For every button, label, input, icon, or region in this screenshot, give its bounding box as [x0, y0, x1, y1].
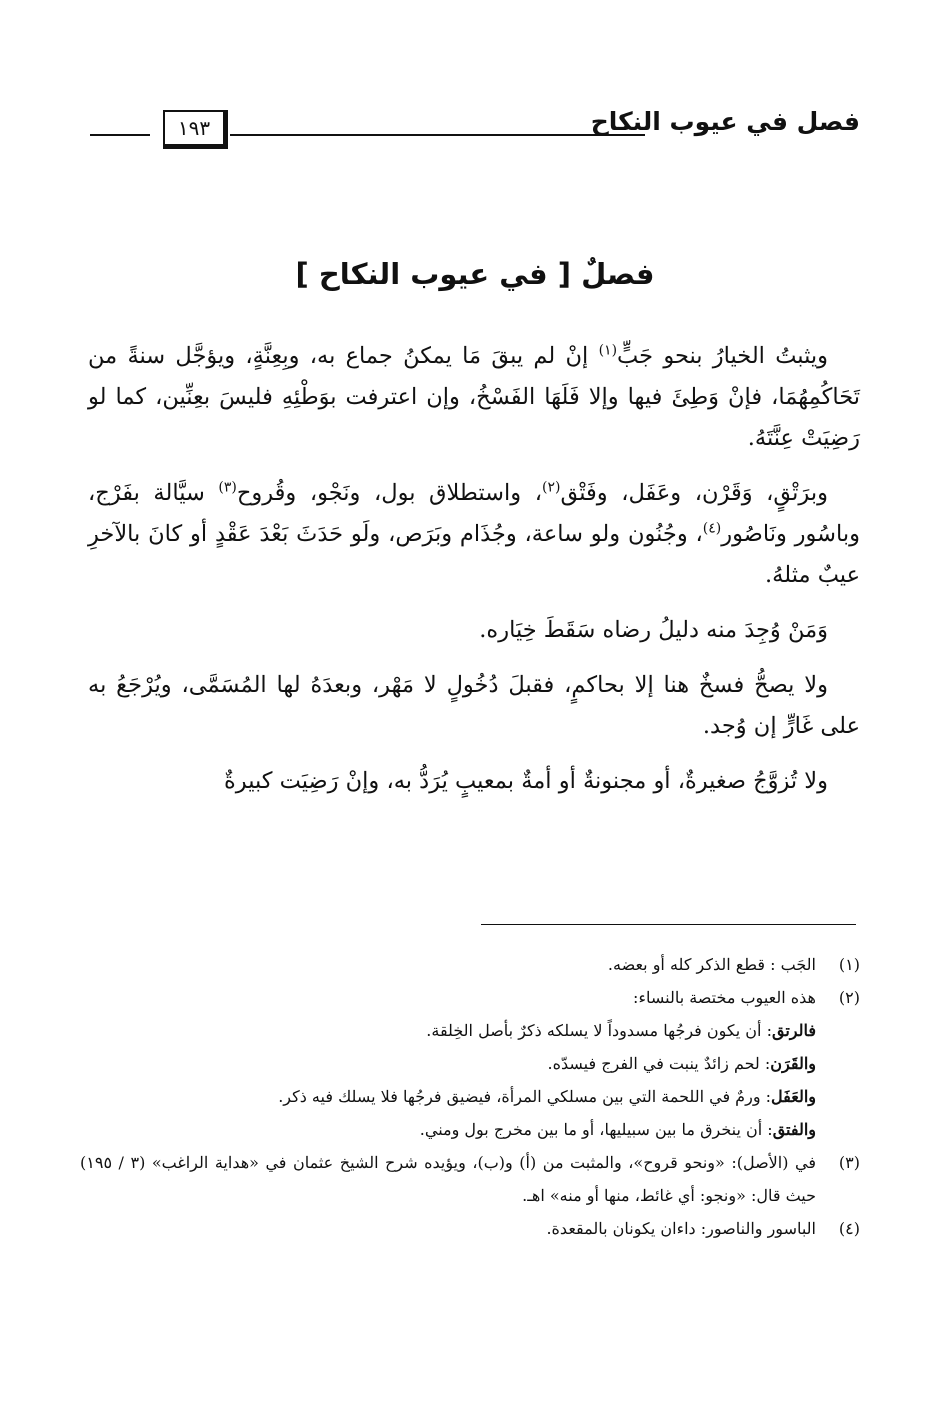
- footnote-number: (٤): [838, 1219, 860, 1238]
- footnote-text: في (الأصل): «ونحو قروح»، والمثبت من (أ) و(ب)، ويؤيده شرح الشيخ عثمان في «هداية الراغب» (٣ / ١٩٥) حيث قال: «ونجو: أي غائط، منها أو منه» اهـ.: [80, 1153, 817, 1205]
- page-number: ١٩٣: [163, 110, 228, 149]
- footnotes: [80, 948, 860, 1245]
- text-run: ، واستطلاق بول، ونَجْو، وقُروح: [236, 480, 542, 506]
- footnote-1: [80, 948, 860, 981]
- definition-text: : أن يكون فرجُها مسدوداً لا يسلكه ذكرٌ بأصل الخِلقة.: [426, 1021, 772, 1040]
- header-rule: [230, 134, 645, 136]
- footnote-definition: [80, 1113, 860, 1146]
- footnote-definition: [80, 1014, 860, 1047]
- text-run: إنْ لم يبقَ مَا يمكنُ جماع به، وبِعِنَّةٍ، ويؤجَّل سنةً من تَحَاكُمِهُمَا، فإنْ وَطِئَ فيها وإلا فَلَهَا الفَسْخُ، وإن اعترفت بوَطْئِهِ فليسَ بعِنِّين، كما لو رَضِيَتْ عِنَّتَهُ.: [88, 343, 860, 451]
- footnote-ref: (٤): [702, 520, 722, 537]
- footnote-number: (٢): [838, 988, 860, 1007]
- footnote-number: (١): [838, 955, 860, 974]
- footnote-2: [80, 981, 860, 1014]
- footnote-ref: (١): [598, 342, 618, 359]
- footnote-text: الجَب : قطع الذكر كله أو بعضه.: [607, 955, 816, 974]
- footnote-ref: (٢): [541, 479, 561, 496]
- footnote-3: [80, 1146, 860, 1212]
- footnote-number: (٣): [838, 1153, 860, 1172]
- footnote-separator: [481, 924, 856, 925]
- footnote-definition: [80, 1047, 860, 1080]
- definition-text: : لحم زائدٌ ينبت في الفرج فيسدّه.: [547, 1054, 771, 1073]
- paragraph-2: [88, 473, 860, 596]
- definition-term: والعَفَل: [771, 1087, 816, 1106]
- header-rule-short: [90, 134, 150, 136]
- definition-term: والفتق: [772, 1120, 816, 1139]
- footnote-text: هذه العيوب مختصة بالنساء:: [633, 988, 816, 1007]
- text-run: ويثبتُ الخيارُ بنحو جَبٍّ: [617, 343, 828, 369]
- paragraph-1: [88, 336, 860, 459]
- footnote-text: الباسور والناصور: داءان يكونان بالمقعدة.: [546, 1219, 816, 1238]
- footnote-4: [80, 1212, 860, 1245]
- definition-term: والقَرَن: [770, 1054, 816, 1073]
- definition-term: فالرتق: [771, 1021, 816, 1040]
- section-title: فصلٌ [ في عيوب النكاح ]: [295, 257, 655, 291]
- footnote-definition: [80, 1080, 860, 1113]
- paragraph-3: وَمَنْ وُجِدَ منه دليلُ رضاه سَقَطَ خِيَاره.: [479, 617, 828, 643]
- definition-text: : ورمٌ في اللحمة التي بين مسلكي المرأة، فيضيق فرجُها فلا يسلك فيه ذكر.: [278, 1087, 772, 1106]
- paragraph-4: ولا يصحُّ فسخٌ هنا إلا بحاكمٍ، فقبلَ دُخُولٍ لا مَهْر، وبعدَهُ لها المُسَمَّى، ويُرْجَعُ به على غَارٍّ إن وُجد.: [88, 672, 860, 739]
- main-text: [88, 336, 860, 816]
- page-header: [90, 100, 860, 160]
- text-run: ، وجُنُون ولو ساعة، وجُذَام وبَرَص، ولَو حَدَثَ بَعْدَ عَقْدٍ أو كانَ بالآخرِ عيبٌ مثلهُ.: [88, 521, 860, 588]
- footnote-ref: (٣): [218, 479, 237, 496]
- definition-text: : أن ينخرق ما بين سبيليها، أو ما بين مخرج بول ومني.: [419, 1120, 773, 1139]
- text-run: وبرَتْقٍ، وَقَرْن، وعَفَل، وفَتْق: [560, 480, 828, 506]
- running-title: فصل في عيوب النكاح: [590, 107, 860, 136]
- text-run: سيَّالة بفَرْج، وباسُور ونَاصُور: [88, 480, 860, 547]
- paragraph-5: ولا تُزوَّجُ صغيرةٌ، أو مجنونةٌ أو أمةٌ بمعيبٍ يُرَدُّ به، وإنْ رَضِيَت كبيرةٌ: [224, 768, 828, 794]
